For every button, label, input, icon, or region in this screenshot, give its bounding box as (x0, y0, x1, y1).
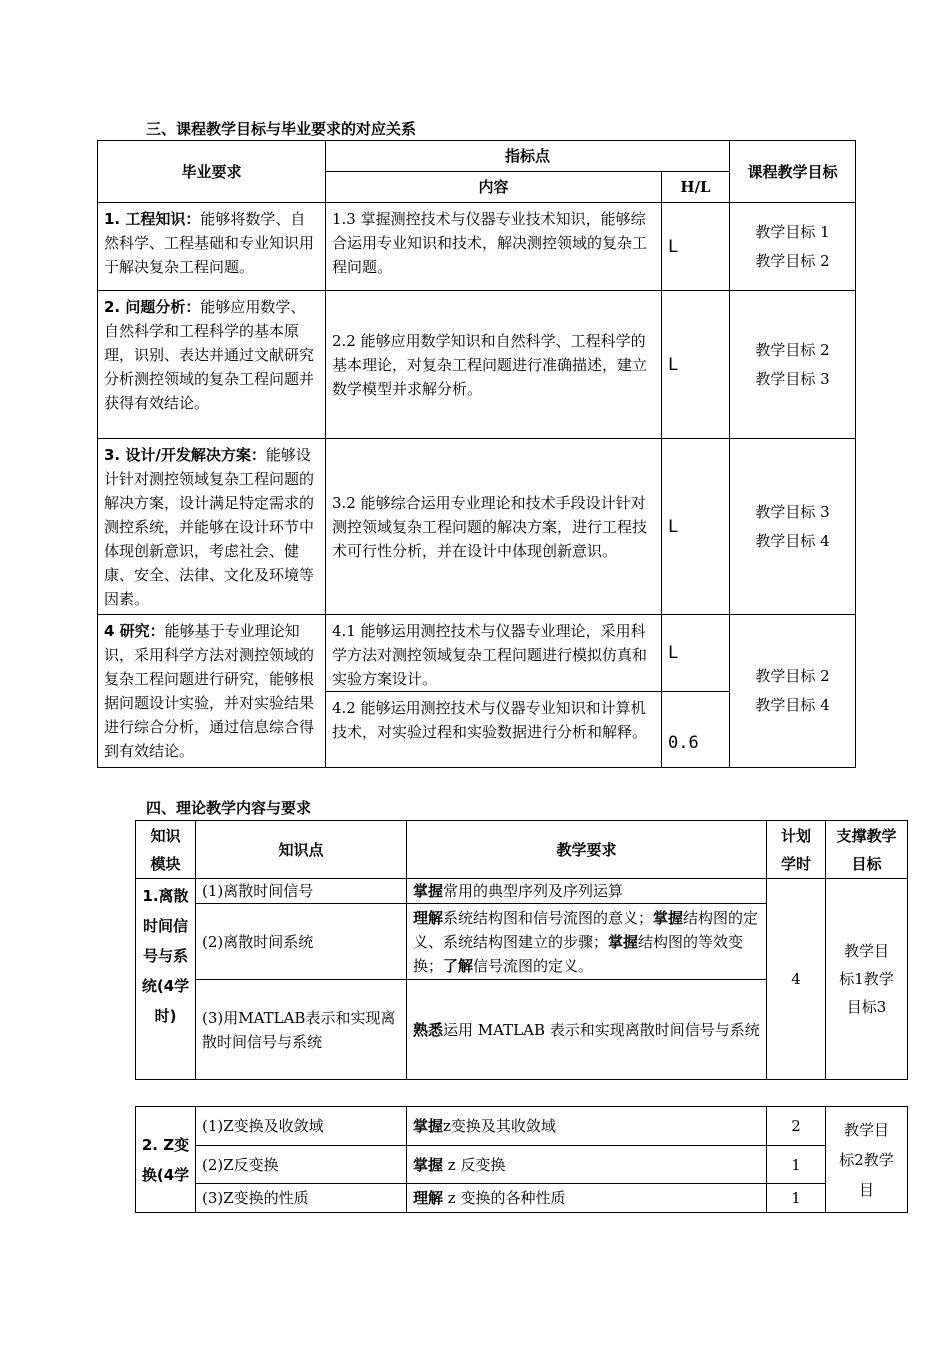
target-item: 教学目标 1 (755, 222, 830, 241)
req-keyword: 理解 (413, 1189, 444, 1207)
indicator-cell: 2.2 能够应用数学知识和自然科学、工程科学的基本理论，对复杂工程问题进行准确描述，建立数学模型并求解分析。 (326, 291, 662, 439)
point-cell: (1)离散时间信号 (196, 879, 407, 904)
table-row (98, 203, 856, 291)
module-name: 2. Z变换(4学 (136, 1107, 196, 1213)
grad-req-cell (98, 615, 326, 768)
header-target: 支撑教学目标 (826, 821, 908, 879)
table-row (136, 879, 908, 904)
target-item: 教学目标 2 (755, 667, 830, 685)
hl-cell: L (662, 203, 730, 291)
section3-heading: 三、课程教学目标与毕业要求的对应关系 (146, 120, 417, 138)
req-text: 能够基于专业理论知识，采用科学方法对测控领域的复杂工程问题进行研究，能够根据问题设计实验，并对实验结果进行综合分析，通过信息综合得到有效结论。 (104, 622, 315, 760)
header-hl: H/L (662, 172, 730, 203)
req-text: z 反变换 (443, 1155, 506, 1174)
target-item: 教学目标 2 (755, 251, 830, 270)
grad-req-cell (98, 291, 326, 439)
req-text: 能够应用数学、自然科学和工程科学的基本原理，识别、表达并通过文献研究分析测控领域的复杂工程问题并获得有效结论。 (104, 298, 315, 412)
req-title: 1. 工程知识： (104, 210, 201, 228)
hl-cell: 0.6 (662, 692, 730, 768)
req-keyword: 掌握 (653, 908, 684, 927)
req-title: 4 研究： (104, 622, 165, 640)
target-cell (730, 615, 856, 768)
req-keyword: 熟悉 (413, 1020, 444, 1039)
req-cell (407, 1107, 767, 1146)
hours-cell: 1 (767, 1184, 826, 1213)
hl-cell: L (662, 439, 730, 615)
grad-req-cell (98, 203, 326, 291)
module-name: 1.离散时间信号与系统(4学时) (136, 879, 196, 1080)
theory-content-table-1 (135, 820, 908, 1080)
point-cell: (3)用MATLAB表示和实现离散时间信号与系统 (196, 980, 407, 1080)
header-indicator: 指标点 (326, 141, 730, 172)
req-keyword: 掌握 (413, 882, 444, 900)
req-keyword: 掌握 (413, 1117, 444, 1135)
req-keyword: 了解 (443, 956, 474, 975)
header-target: 课程教学目标 (730, 141, 856, 203)
req-text: 能够设计针对测控领域复杂工程问题的解决方案，设计满足特定需求的测控系统，并能够在设计环节中体现创新意识，考虑社会、健康、安全、法律、文化及环境等因素。 (104, 446, 315, 608)
req-keyword: 掌握 (608, 932, 639, 951)
req-cell (407, 1184, 767, 1213)
header-req: 教学要求 (407, 821, 767, 879)
hours-cell: 1 (767, 1146, 826, 1184)
req-text: 运用 MATLAB 表示和实现离散时间信号与系统 (443, 1020, 760, 1039)
req-keyword: 掌握 (413, 1155, 444, 1174)
req-cell (407, 1146, 767, 1184)
objectives-mapping-table (97, 140, 856, 768)
section4-heading: 四、理论教学内容与要求 (146, 799, 312, 817)
indicator-cell: 3.2 能够综合运用专业理论和技术手段设计针对测控领域复杂工程问题的解决方案，进行工程技术可行性分析，并在设计中体现创新意识。 (326, 439, 662, 615)
target-cell (730, 439, 856, 615)
header-grad-req: 毕业要求 (98, 141, 326, 203)
target-item: 教学目标 4 (755, 696, 830, 714)
hours-cell: 4 (767, 879, 826, 1080)
req-text: z 变换的各种性质 (443, 1189, 566, 1207)
target-item: 教学目标 4 (755, 531, 830, 550)
table-row (98, 615, 856, 692)
hl-cell: L (662, 291, 730, 439)
point-cell: (2)离散时间系统 (196, 904, 407, 980)
req-text: 结构图的定义、系统结构图建立的步骤； (413, 908, 759, 951)
table-row (98, 439, 856, 615)
req-cell (407, 879, 767, 904)
table-row (98, 291, 856, 439)
req-text: 能够将数学、自然科学、工程基础和专业知识用于解决复杂工程问题。 (104, 210, 315, 276)
target-item: 教学目标 3 (755, 502, 830, 521)
req-title: 3. 设计/开发解决方案： (104, 446, 266, 464)
req-text: 结构图的等效变换； (413, 932, 744, 975)
target-cell (730, 203, 856, 291)
hl-cell: L (662, 615, 730, 692)
target-item: 教学目标 3 (755, 369, 830, 388)
req-text: 常用的典型序列及序列运算 (443, 882, 624, 900)
header-content: 内容 (326, 172, 662, 203)
header-point: 知识点 (196, 821, 407, 879)
header-hours: 计划学时 (767, 821, 826, 879)
req-text: 系统结构图和信号流图的意义； (443, 908, 654, 927)
req-cell (407, 980, 767, 1080)
point-cell: (1)Z变换及收敛域 (196, 1107, 407, 1146)
header-module: 知识模块 (136, 821, 196, 879)
hours-cell: 2 (767, 1107, 826, 1146)
req-text: z变换及其收敛域 (443, 1117, 556, 1135)
theory-content-table-2 (135, 1106, 908, 1213)
table-row (136, 1107, 908, 1146)
req-keyword: 理解 (413, 908, 444, 927)
req-cell (407, 904, 767, 980)
table-row (136, 1146, 908, 1184)
table-row (136, 1184, 908, 1213)
indicator-cell: 4.2 能够运用测控技术与仪器专业知识和计算机技术，对实验过程和实验数据进行分析和解释。 (326, 692, 662, 768)
target-cell: 教学目标2教学目 (826, 1107, 908, 1213)
indicator-cell: 1.3 掌握测控技术与仪器专业技术知识，能够综合运用专业知识和技术，解决测控领域的复杂工程问题。 (326, 203, 662, 291)
target-item: 教学目标 2 (755, 340, 830, 359)
target-cell: 教学目标1教学目标3 (826, 879, 908, 1080)
req-title: 2. 问题分析： (104, 298, 201, 316)
indicator-cell: 4.1 能够运用测控技术与仪器专业理论，采用科学方法对测控领域复杂工程问题进行模拟仿真和实验方案设计。 (326, 615, 662, 692)
req-text: 信号流图的定义。 (473, 956, 594, 975)
target-cell (730, 291, 856, 439)
point-cell: (2)Z反变换 (196, 1146, 407, 1184)
point-cell: (3)Z变换的性质 (196, 1184, 407, 1213)
grad-req-cell (98, 439, 326, 615)
